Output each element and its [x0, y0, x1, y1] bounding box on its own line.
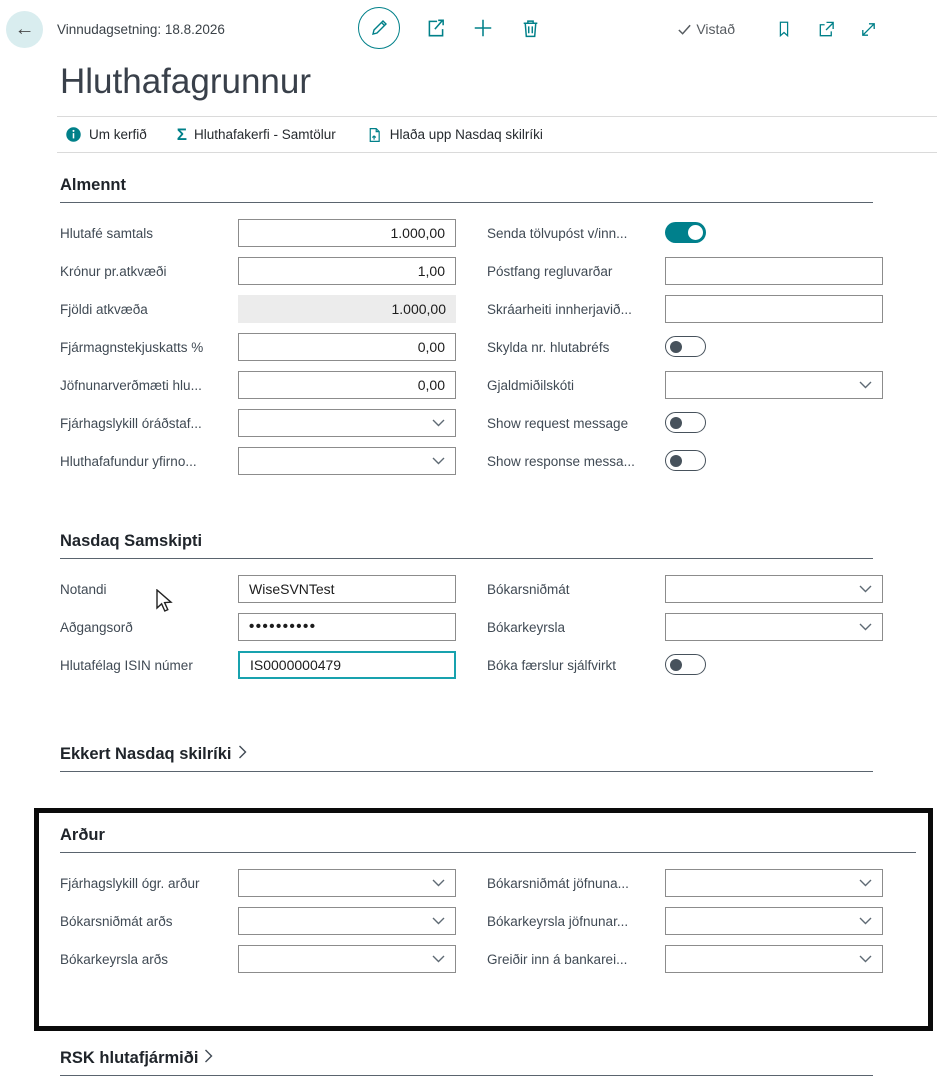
fjarmagnstekjuskatts-input[interactable]: 0,00 [238, 333, 456, 361]
section-ekkert-title: Ekkert Nasdaq skilríki [60, 745, 232, 763]
chevron-down-icon [432, 955, 445, 963]
field-show-response-message [487, 447, 873, 475]
field-senda-tolvupost [487, 219, 873, 247]
section-ekkert-nasdaq-skilriki [60, 745, 873, 772]
check-icon [677, 22, 692, 37]
bokarsnidmat-jofnunar-select[interactable] [665, 869, 883, 897]
field-skylda-nr-hlutabrefs [487, 333, 873, 361]
edit-pencil-icon [368, 17, 390, 39]
senda-tolvupost-toggle[interactable] [665, 222, 706, 243]
back-button[interactable] [6, 11, 43, 48]
top-bar [0, 0, 937, 58]
section-rsk-header[interactable] [60, 1049, 873, 1076]
show-response-message-toggle[interactable] [665, 450, 706, 471]
field-adgangsord [60, 613, 446, 641]
add-button[interactable] [472, 17, 494, 39]
edit-button[interactable] [358, 7, 400, 49]
chevron-down-icon [859, 381, 872, 389]
field-fjoldi-atkvaeda [60, 295, 446, 323]
bokarsnidmat-select[interactable] [665, 575, 883, 603]
field-label: Show response messa... [487, 453, 635, 469]
info-icon [65, 126, 82, 143]
share-icon [425, 17, 447, 39]
expand-diagonal-icon [859, 20, 878, 39]
section-almennt [60, 176, 873, 485]
chevron-down-icon [432, 879, 445, 887]
section-nasdaq-samskipti [60, 532, 873, 689]
action-bar [57, 116, 937, 153]
section-rsk-hlutafjarmidi [60, 1049, 873, 1076]
bookmark-button[interactable] [773, 18, 795, 40]
hluthafafundur-select[interactable] [238, 447, 456, 475]
field-skraarheiti [487, 295, 873, 323]
field-label: Krónur pr.atkvæði [60, 263, 167, 279]
open-in-window-icon [817, 20, 836, 39]
jofnunarverdmaeti-input[interactable]: 0,00 [238, 371, 456, 399]
adgangsord-input[interactable]: •••••••••• [238, 613, 456, 641]
about-system-label: Um kerfið [89, 127, 147, 142]
field-label: Fjöldi atkvæða [60, 301, 148, 317]
field-label: Bókarsniðmát [487, 581, 570, 597]
field-label: Skylda nr. hlutabréfs [487, 339, 610, 355]
field-show-request-message [487, 409, 873, 437]
field-label: Bókarkeyrsla jöfnunar... [487, 913, 629, 929]
field-fjarhagslykill-oradstafad [60, 409, 446, 437]
chevron-down-icon [432, 457, 445, 465]
bokarkeyrsla-select[interactable] [665, 613, 883, 641]
upload-nasdaq-cert-button[interactable] [366, 126, 543, 144]
field-boka-faerslur-sjalfvirkt [487, 651, 873, 679]
field-label: Greiðir inn á bankarei... [487, 951, 628, 967]
field-label: Fjármagnstekjuskatts % [60, 339, 204, 355]
isin-numer-input[interactable]: IS0000000479 [238, 651, 456, 679]
greidir-inn-a-bankareikning-select[interactable] [665, 945, 883, 973]
expand-button[interactable] [857, 18, 879, 40]
field-fjarmagnstekjuskatts [60, 333, 446, 361]
fjarhagslykill-ogr-ardur-select[interactable] [238, 869, 456, 897]
notandi-input[interactable]: WiseSVNTest [238, 575, 456, 603]
upload-nasdaq-cert-label: Hlaða upp Nasdaq skilríki [389, 127, 543, 142]
fjoldi-atkvaeda-readonly: 1.000,00 [238, 295, 456, 323]
field-label: Hlutafé samtals [60, 225, 154, 241]
field-label: Hluthafafundur yfirno... [60, 453, 197, 469]
chevron-down-icon [859, 585, 872, 593]
field-label: Jöfnunarverðmæti hlu... [60, 377, 202, 393]
totals-button[interactable] [177, 126, 336, 143]
field-bokarkeyrsla [487, 613, 873, 641]
skraarheiti-input[interactable] [665, 295, 883, 323]
field-label: Notandi [60, 581, 107, 597]
saved-label: Vistað [696, 21, 735, 37]
section-ardur [60, 826, 928, 983]
plus-icon [472, 17, 494, 39]
field-bokarsnidmat-jofnunar [487, 869, 873, 897]
field-label: Bókarsniðmát jöfnuna... [487, 875, 629, 891]
chevron-down-icon [859, 879, 872, 887]
chevron-down-icon [432, 419, 445, 427]
field-gjaldmidilskoti [487, 371, 873, 399]
trash-icon [520, 18, 541, 39]
section-ekkert-header[interactable] [60, 745, 873, 772]
chevron-down-icon [859, 955, 872, 963]
share-button[interactable] [425, 17, 447, 39]
hlutafe-samtals-input[interactable]: 1.000,00 [238, 219, 456, 247]
field-label: Bóka færslur sjálfvirkt [487, 657, 617, 673]
field-postfang-regluvardar [487, 257, 873, 285]
field-label: Senda tölvupóst v/inn... [487, 225, 628, 241]
ardur-highlight-box [34, 808, 933, 1031]
kronur-pr-atkvaedi-input[interactable]: 1,00 [238, 257, 456, 285]
delete-button[interactable] [519, 17, 541, 39]
saved-indicator [677, 21, 735, 37]
field-greidir-inn-a-bankareikning [487, 945, 873, 973]
fjarhagslykill-oradstafad-select[interactable] [238, 409, 456, 437]
section-nasdaq-title: Nasdaq Samskipti [60, 532, 873, 559]
bokarkeyrsla-jofnunar-select[interactable] [665, 907, 883, 935]
field-label: Show request message [487, 415, 629, 431]
field-label: Bókarkeyrsla [487, 619, 566, 635]
show-request-message-toggle[interactable] [665, 412, 706, 433]
field-label: Skráarheiti innherjavið... [487, 301, 632, 317]
field-fjarhagslykill-ogr-ardur [60, 869, 446, 897]
totals-label: Hluthafakerfi - Samtölur [193, 127, 336, 142]
upload-file-icon [366, 126, 383, 144]
section-almennt-title: Almennt [60, 176, 873, 203]
field-bokarsnidmat [487, 575, 873, 603]
section-rsk-title: RSK hlutafjármiði [60, 1049, 199, 1067]
bokarsnidmat-ards-select[interactable] [238, 907, 456, 935]
postfang-regluvardar-input[interactable] [665, 257, 883, 285]
field-hluthafafundur [60, 447, 446, 475]
bookmark-icon [775, 20, 793, 38]
chevron-down-icon [859, 623, 872, 631]
field-bokarkeyrsla-ards [60, 945, 446, 973]
chevron-down-icon [432, 917, 445, 925]
page-title: Hluthafagrunnur [60, 62, 311, 101]
field-label: Bókarsniðmát arðs [60, 913, 173, 929]
section-ardur-title: Arður [60, 826, 916, 853]
working-date-label: Vinnudagsetning: 18.8.2026 [57, 21, 225, 37]
chevron-down-icon [859, 917, 872, 925]
open-in-window-button[interactable] [815, 18, 837, 40]
skylda-nr-hlutabrefs-toggle[interactable] [665, 336, 706, 357]
sigma-icon: Σ [176, 125, 187, 144]
field-label: Hlutafélag ISIN númer [60, 657, 193, 673]
field-label: Gjaldmiðilskóti [487, 377, 575, 393]
field-isin-numer [60, 651, 446, 679]
field-jofnunarverdmaeti [60, 371, 446, 399]
field-bokarsnidmat-ards [60, 907, 446, 935]
chevron-right-icon [238, 745, 247, 764]
field-label: Aðgangsorð [60, 619, 133, 635]
field-label: Fjárhagslykill óráðstaf... [60, 415, 202, 431]
back-arrow-icon: ← [14, 18, 35, 40]
field-hlutafe-samtals [60, 219, 446, 247]
field-label: Bókarkeyrsla arðs [60, 951, 169, 967]
field-bokarkeyrsla-jofnunar [487, 907, 873, 935]
boka-faerslur-sjalfvirkt-toggle[interactable] [665, 654, 706, 675]
field-label: Fjárhagslykill ógr. arður [60, 875, 200, 891]
field-kronur-pr-atkvaedi [60, 257, 446, 285]
bokarkeyrsla-ards-select[interactable] [238, 945, 456, 973]
field-label: Póstfang regluvarðar [487, 263, 613, 279]
field-notandi [60, 575, 446, 603]
gjaldmidilskoti-select[interactable] [665, 371, 883, 399]
about-system-button[interactable] [65, 126, 147, 143]
